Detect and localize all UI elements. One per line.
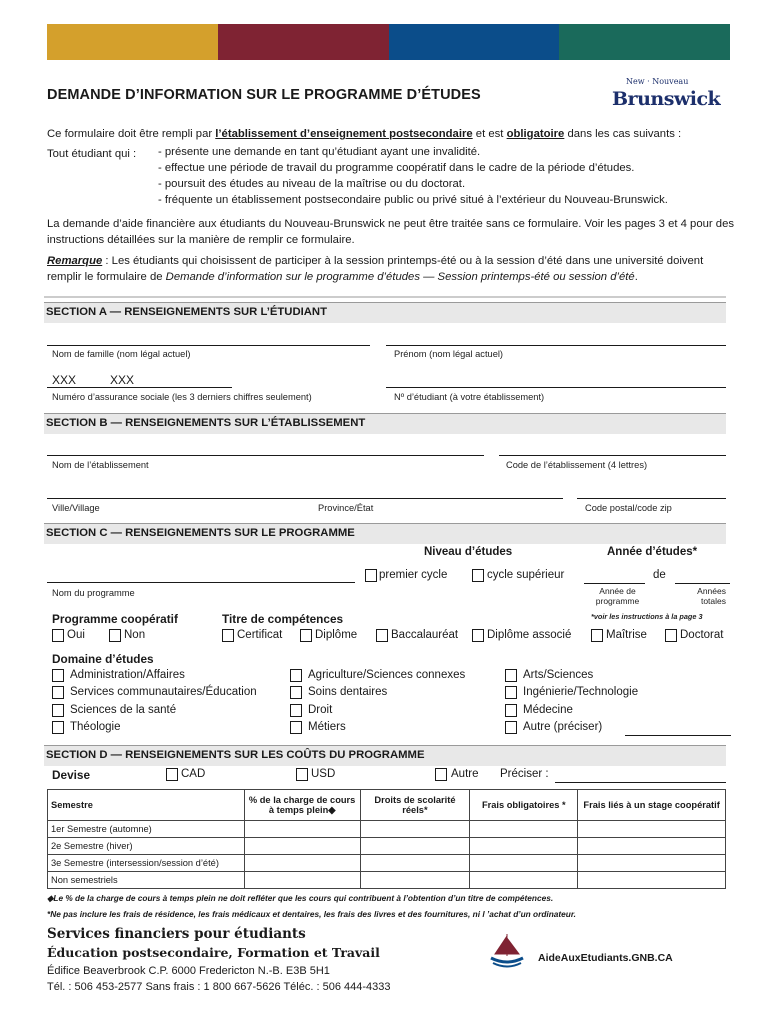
semester-name: 1er Semestre (automne) xyxy=(48,821,245,838)
cell-input[interactable] xyxy=(360,872,470,889)
bullet-item: - poursuit des études au niveau de la maîtrise ou du doctorat. xyxy=(158,178,466,190)
see-instructions-note: *voir les instructions à la page 3 xyxy=(591,612,703,621)
domain-label: Métiers xyxy=(308,721,346,733)
cell-input[interactable] xyxy=(578,821,726,838)
intro-bold-required: obligatoire xyxy=(506,128,565,140)
program-year-input[interactable] xyxy=(584,570,645,584)
student-label: Tout étudiant qui : xyxy=(47,148,137,160)
color-block-blue xyxy=(389,24,560,60)
remark-paragraph xyxy=(47,253,737,285)
semester-name: 3e Semestre (intersession/session d’été) xyxy=(48,855,245,872)
color-block-burgundy xyxy=(218,24,389,60)
domain-checkbox[interactable] xyxy=(290,686,302,699)
logo-small-text: New · Nouveau xyxy=(626,77,689,86)
domain-checkbox[interactable] xyxy=(505,686,517,699)
bullet-item: - effectue une période de travail du programme coopératif dans le cadre de la période d’études. xyxy=(158,162,635,174)
semester-name: Non semestriels xyxy=(48,872,245,889)
currency-label: Devise xyxy=(52,768,91,782)
intro-bold: l’établissement d’enseignement postsecondaire xyxy=(215,128,473,140)
cred-master-checkbox[interactable] xyxy=(591,629,603,642)
cred-associate-label: Diplôme associé xyxy=(487,629,572,641)
intro-text-end: dans les cas suivants : xyxy=(564,128,682,140)
institution-code-input[interactable] xyxy=(499,441,726,456)
cred-master-label: Maîtrise xyxy=(606,629,647,641)
institution-name-input[interactable] xyxy=(47,441,484,456)
institution-name-label: Nom de l’établissement xyxy=(52,460,149,470)
domain-label: Autre (préciser) xyxy=(523,721,603,733)
domain-label: Sciences de la santé xyxy=(70,704,177,716)
semester-name: 2e Semestre (hiver) xyxy=(48,838,245,855)
cell-input[interactable] xyxy=(360,821,470,838)
remark-form-name: Demande d’information sur le programme d’études — Session printemps-été ou session d’été xyxy=(165,271,635,283)
specify-label: Préciser : xyxy=(500,768,549,780)
currency-cad-label: CAD xyxy=(181,768,206,780)
section-b-header: SECTION B — RENSEIGNEMENTS SUR L’ÉTABLISSEMENT xyxy=(44,413,726,434)
cell-input[interactable] xyxy=(470,855,578,872)
domain-checkbox[interactable] xyxy=(505,669,517,682)
domain-checkbox[interactable] xyxy=(290,704,302,717)
province-label: Province/État xyxy=(318,503,374,513)
first-name-label: Prénom (nom légal actuel) xyxy=(394,349,504,359)
cell-input[interactable] xyxy=(470,821,578,838)
sin-part-2: XXX xyxy=(110,373,135,387)
ship-logo-icon xyxy=(487,930,527,970)
section-d-header: SECTION D — RENSEIGNEMENTS SUR LES COÛTS DU PROGRAMME xyxy=(44,745,726,766)
cell-input[interactable] xyxy=(244,838,360,855)
credential-title: Titre de compétences xyxy=(222,612,344,626)
table-row xyxy=(48,855,726,872)
footnote-fees: *Ne pas inclure les frais de résidence, les frais médicaux et dentaires, les frais des livres et des fournitures, ni l ’achat d’un ordinateur. xyxy=(47,909,576,919)
postal-code-label: Code postal/code zip xyxy=(585,503,672,513)
cell-input[interactable] xyxy=(578,855,726,872)
costs-table xyxy=(47,789,726,889)
program-name-label: Nom du programme xyxy=(52,588,135,598)
department-name: Éducation postsecondaire, Formation et Travail xyxy=(47,945,380,960)
domain-label: Administration/Affaires xyxy=(70,669,185,681)
student-number-label: Nº d’étudiant (à votre établissement) xyxy=(394,392,545,402)
domain-checkbox[interactable] xyxy=(52,721,64,734)
city-province-input[interactable] xyxy=(47,484,563,499)
institution-code-label: Code de l’établissement (4 lettres) xyxy=(506,460,648,470)
domain-label: Soins dentaires xyxy=(308,686,388,698)
color-block-gold xyxy=(47,24,218,60)
currency-other-checkbox[interactable] xyxy=(435,768,447,781)
col-semester: Semestre xyxy=(48,790,245,821)
intro-text-mid: et est xyxy=(472,128,507,140)
last-name-label: Nom de famille (nom légal actuel) xyxy=(52,349,191,359)
currency-specify-input[interactable] xyxy=(555,769,726,783)
domain-checkbox[interactable] xyxy=(52,669,64,682)
phone-numbers: Tél. : 506 453-2577 Sans frais : 1 800 667-5626 Téléc. : 506 444-4333 xyxy=(47,981,391,993)
intro-line xyxy=(47,126,737,142)
remark-end: . xyxy=(634,271,638,283)
level-undergrad-checkbox[interactable] xyxy=(365,569,377,582)
page-title: DEMANDE D’INFORMATION SUR LE PROGRAMME D’ÉTUDES xyxy=(47,87,481,103)
currency-usd-label: USD xyxy=(311,768,336,780)
currency-cad-checkbox[interactable] xyxy=(166,768,178,781)
table-row xyxy=(48,838,726,855)
domain-label: Ingénierie/Technologie xyxy=(523,686,639,698)
section-a-header: SECTION A — RENSEIGNEMENTS SUR L’ÉTUDIANT xyxy=(44,302,726,323)
cred-certificate-label: Certificat xyxy=(237,629,283,641)
bullet-item: - fréquente un établissement postsecondaire public ou privé situé à l’extérieur du Nouveau-Brunswick. xyxy=(158,194,668,206)
cell-input[interactable] xyxy=(360,855,470,872)
remark-text: : Les étudiants qui choisissent de participer à la session printemps-été ou à la session d’été dans une université doivent remplir le formulaire de xyxy=(47,255,704,283)
coop-title: Programme coopératif xyxy=(52,612,178,626)
cell-input[interactable] xyxy=(360,838,470,855)
level-graduate-label: cycle supérieur xyxy=(487,569,565,581)
sin-label: Numéro d’assurance sociale (les 3 derniers chiffres seulement) xyxy=(52,392,312,402)
remark-label: Remarque xyxy=(47,255,103,267)
nb-logo: Brunswick xyxy=(612,88,721,110)
coop-yes-label: Oui xyxy=(67,629,85,641)
domain-checkbox[interactable] xyxy=(290,721,302,734)
section-c-header: SECTION C — RENSEIGNEMENTS SUR LE PROGRAMME xyxy=(44,523,726,544)
header-color-bar xyxy=(47,24,730,60)
domain-label: Médecine xyxy=(523,704,573,716)
last-name-input[interactable] xyxy=(47,330,370,346)
cred-associate-checkbox[interactable] xyxy=(472,629,484,642)
cred-bachelor-label: Baccalauréat xyxy=(391,629,459,641)
cell-input[interactable] xyxy=(470,838,578,855)
bullet-item: - présente une demande en tant qu’étudiant ayant une invalidité. xyxy=(158,146,481,158)
currency-usd-checkbox[interactable] xyxy=(296,768,308,781)
student-number-input[interactable] xyxy=(386,374,726,388)
domain-checkbox[interactable] xyxy=(290,669,302,682)
cred-certificate-checkbox[interactable] xyxy=(222,629,234,642)
col-coop-fees: Frais liés à un stage coopératif xyxy=(578,790,726,821)
table-row xyxy=(48,821,726,838)
col-mandatory-fees: Frais obligatoires * xyxy=(470,790,578,821)
cell-input[interactable] xyxy=(578,838,726,855)
coop-no-checkbox[interactable] xyxy=(109,629,121,642)
currency-other-label: Autre xyxy=(451,768,479,780)
domain-label: Agriculture/Sciences connexes xyxy=(308,669,466,681)
level-undergrad-label: premier cycle xyxy=(379,569,448,581)
cred-diploma-label: Diplôme xyxy=(315,629,358,641)
domain-label: Droit xyxy=(308,704,333,716)
domain-checkbox[interactable] xyxy=(52,686,64,699)
cred-doctorate-label: Doctorat xyxy=(680,629,724,641)
first-name-input[interactable] xyxy=(386,330,726,346)
coop-no-label: Non xyxy=(124,629,146,641)
study-level-title: Niveau d’études xyxy=(424,546,513,558)
domain-other-input[interactable] xyxy=(625,722,731,736)
domain-title: Domaine d’études xyxy=(52,652,154,666)
postal-code-input[interactable] xyxy=(577,484,726,499)
website-link[interactable]: AideAuxEtudiants.GNB.CA xyxy=(538,952,673,964)
sin-input[interactable] xyxy=(47,374,232,388)
color-block-green xyxy=(559,24,730,60)
cell-input[interactable] xyxy=(244,872,360,889)
program-year-label: Année de programme xyxy=(595,586,640,606)
col-tuition: Droits de scolarité réels* xyxy=(360,790,470,821)
intro-paragraph: La demande d’aide financière aux étudiants du Nouveau-Brunswick ne peut être traitée sans ce formulaire. Voir les pages 3 et 4 pour des instructions détaillées sur la manière de remplir ce formulaire. xyxy=(47,218,735,246)
cred-diploma-checkbox[interactable] xyxy=(300,629,312,642)
program-name-input[interactable] xyxy=(47,568,355,583)
of-label: de xyxy=(653,569,666,581)
total-years-label: Années totales xyxy=(697,586,726,606)
study-year-title: Année d’études* xyxy=(607,546,698,558)
cred-bachelor-checkbox[interactable] xyxy=(376,629,388,642)
domain-label: Services communautaires/Éducation xyxy=(70,686,257,698)
cell-input[interactable] xyxy=(244,821,360,838)
domain-checkbox[interactable] xyxy=(505,721,517,734)
cred-doctorate-checkbox[interactable] xyxy=(665,629,677,642)
footnote-course-load: ◆Le % de la charge de cours à temps plein ne doit refléter que les cours qui contribuent à l’obtention d’un titre de compétences. xyxy=(47,893,554,903)
coop-yes-checkbox[interactable] xyxy=(52,629,64,642)
intro-text: Ce formulaire doit être rempli par xyxy=(47,128,216,140)
org-name: Services financiers pour étudiants xyxy=(47,926,306,942)
level-graduate-checkbox[interactable] xyxy=(472,569,484,582)
domain-checkbox[interactable] xyxy=(505,704,517,717)
col-course-load: % de la charge de cours à temps plein◆ xyxy=(244,790,360,821)
domain-label: Théologie xyxy=(70,721,121,733)
city-label: Ville/Village xyxy=(52,503,100,513)
domain-checkbox[interactable] xyxy=(52,704,64,717)
total-years-input[interactable] xyxy=(675,570,730,584)
table-row xyxy=(48,872,726,889)
domain-label: Arts/Sciences xyxy=(523,669,594,681)
cell-input[interactable] xyxy=(470,872,578,889)
table-header-row xyxy=(48,790,726,821)
cell-input[interactable] xyxy=(578,872,726,889)
divider xyxy=(44,296,726,298)
address: Édifice Beaverbrook C.P. 6000 Fredericton N.-B. E3B 5H1 xyxy=(47,965,330,977)
cell-input[interactable] xyxy=(244,855,360,872)
sin-part-1: XXX xyxy=(52,373,77,387)
